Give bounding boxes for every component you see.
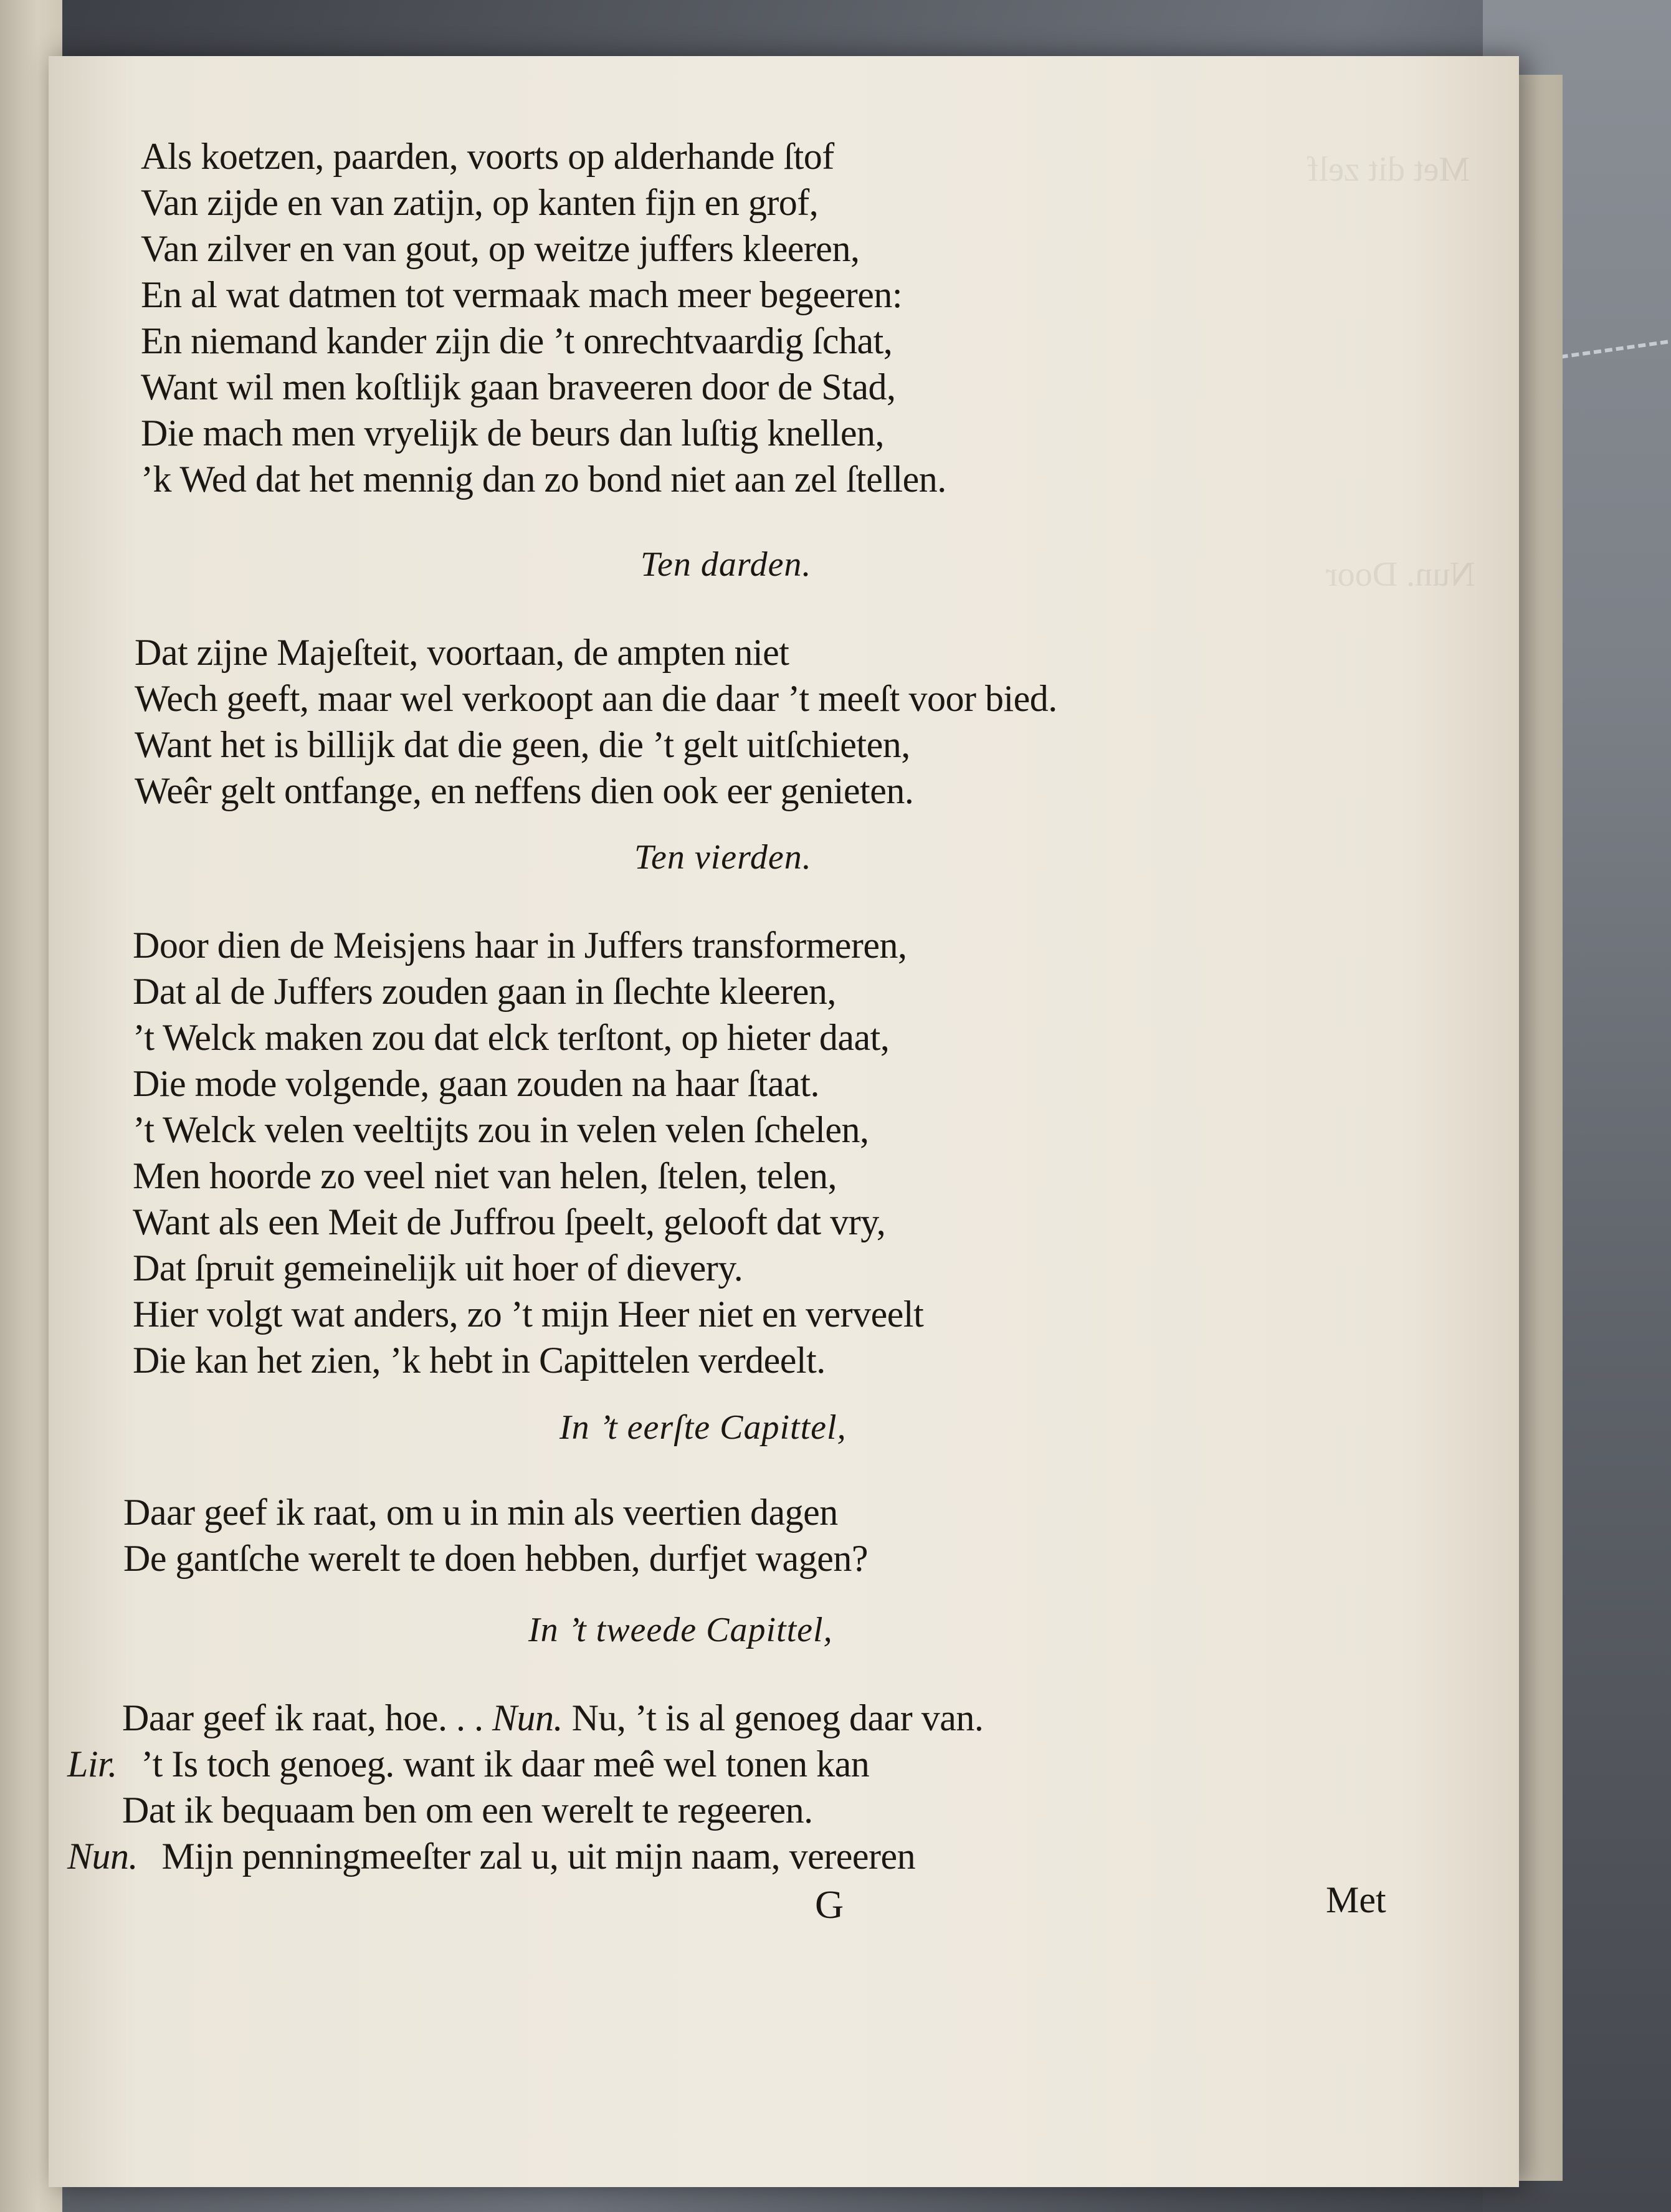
dialogue-text: Nu, ’t is al genoeg daar van. <box>571 1697 984 1738</box>
dialogue-text: Daar geef ik raat, hoe. . . <box>122 1697 483 1738</box>
verse-line: Want wil men koſtlijk gaan braveeren door de Stad, <box>141 366 896 408</box>
book-page <box>49 56 1519 2187</box>
verse-line: Weêr gelt ontfange, en neffens dien ook eer genieten. <box>135 770 914 811</box>
dialogue-line: Dat ik bequaam ben om een werelt te regeeren. <box>122 1790 813 1831</box>
dialogue-line <box>67 1740 869 1788</box>
show-through-text: Met dit zelf <box>1307 150 1470 189</box>
verse-line: Als koetzen, paarden, voorts op alderhande ſtof <box>141 136 834 177</box>
section-heading: In ’t eerſte Capittel, <box>559 1408 847 1447</box>
verse-line: En niemand kander zijn die ’t onrechtvaardig ſchat, <box>141 320 893 361</box>
signature-mark: G <box>815 1882 844 1927</box>
speaker-label: Nun. <box>492 1697 563 1738</box>
verse-line: Die mode volgende, gaan zouden na haar ſtaat. <box>133 1063 820 1104</box>
speaker-label: Nun. <box>67 1836 138 1877</box>
verse-line: Dat ſpruit gemeinelijk uit hoer of dievery. <box>133 1247 743 1289</box>
verse-line: Dat al de Juffers zouden gaan in ſlechte kleeren, <box>133 971 836 1012</box>
verse-line: Dat zijne Majeſteit, voortaan, de ampten niet <box>135 632 789 673</box>
section-heading: Ten darden. <box>640 545 812 584</box>
verse-line: ’k Wed dat het mennig dan zo bond niet aan zel ſtellen. <box>141 459 946 500</box>
dialogue-text: Mijn penningmeeſter zal u, uit mijn naam, vereeren <box>161 1836 916 1877</box>
dialogue-line <box>122 1694 983 1742</box>
verse-line: Hier volgt wat anders, zo ’t mijn Heer niet en verveelt <box>133 1294 924 1335</box>
verse-line: Door dien de Meisjens haar in Juffers transformeren, <box>133 925 907 966</box>
dialogue-text: ’t Is toch genoeg. want ik daar meê wel tonen kan <box>141 1743 870 1785</box>
verse-line: Die mach men vryelijk de beurs dan luſtig knellen, <box>141 412 884 454</box>
verse-line: Van zijde en van zatijn, op kanten fijn en grof, <box>141 182 819 223</box>
verse-line: Van zilver en van gout, op weitze juffers kleeren, <box>141 228 860 269</box>
section-heading: Ten vierden. <box>634 838 812 877</box>
verse-line: Die kan het zien, ’k hebt in Capittelen verdeelt. <box>133 1340 826 1381</box>
page-fore-edge <box>1519 75 1563 2181</box>
verse-line: Want het is billijk dat die geen, die ’t gelt uitſchieten, <box>135 724 910 765</box>
section-heading: In ’t tweede Capittel, <box>528 1611 833 1649</box>
catchword: Met <box>1326 1879 1386 1920</box>
show-through-text: Nun. Door <box>1326 555 1475 594</box>
verse-line: De gantſche werelt te doen hebben, durfjet wagen? <box>123 1538 868 1579</box>
speaker-label: Lir. <box>67 1743 117 1785</box>
verse-line: Daar geef ik raat, om u in min als veertien dagen <box>123 1492 838 1533</box>
verse-line: En al wat datmen tot vermaak mach meer begeeren: <box>141 274 903 315</box>
verse-line: Men hoorde zo veel niet van helen, ſtelen, telen, <box>133 1155 837 1196</box>
verse-line: Wech geeft, maar wel verkoopt aan die daar ’t meeſt voor bied. <box>135 678 1057 719</box>
verse-line: ’t Welck velen veeltijts zou in velen velen ſchelen, <box>133 1109 869 1150</box>
verse-line: Want als een Meit de Juffrou ſpeelt, gelooft dat vry, <box>133 1201 886 1242</box>
verse-line: ’t Welck maken zou dat elck terſtont, op hieter daat, <box>133 1017 890 1058</box>
verse-body <box>49 56 1519 2187</box>
dialogue-line <box>67 1832 915 1881</box>
